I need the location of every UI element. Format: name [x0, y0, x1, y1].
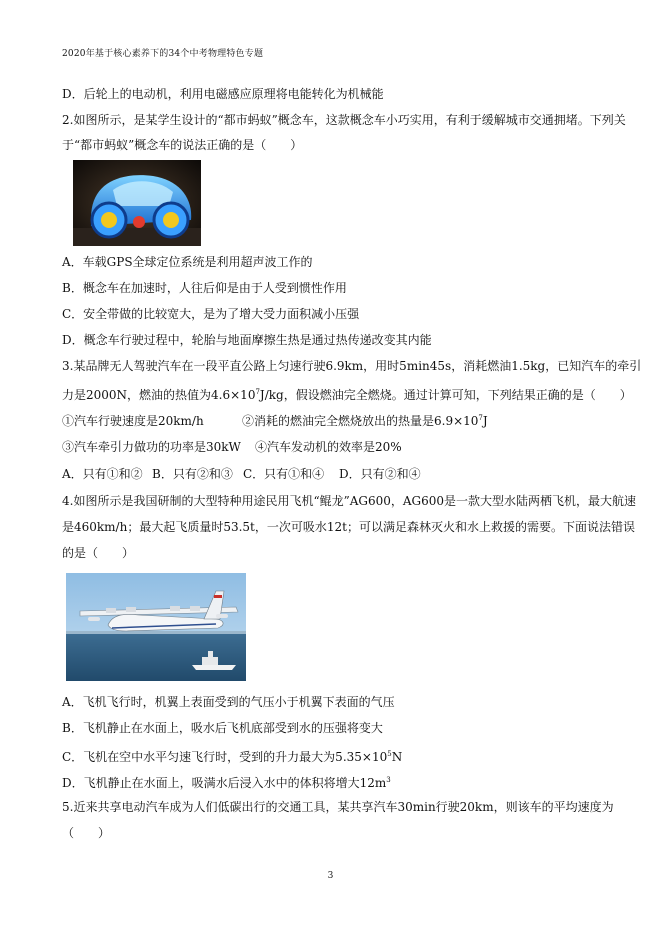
page-header: 2020年基于核心素养下的34个中考物理特色专题 [62, 49, 264, 59]
q2-option-b: B．概念车在加速时，人往后仰是由于人受到惯性作用 [62, 281, 347, 295]
q4-option-c [62, 746, 402, 765]
q4-option-c-text-b: N [391, 750, 403, 764]
q4-option-c-text-a: C．飞机在空中水平匀速飞行时，受到的升力最大为5.35×10 [62, 750, 388, 764]
concept-car-drawing [73, 160, 201, 246]
q3-option-c: C．只有①和④ [243, 467, 325, 481]
q2-option-d: D．概念车行驶过程中，轮胎与地面摩擦生热是通过热传递改变其内能 [62, 333, 432, 347]
q3-stem-line-2 [62, 384, 632, 403]
q3-statement-2-exponent: 7 [478, 414, 483, 422]
page-number: 3 [327, 871, 334, 881]
q1-option-d: D．后轮上的电动机，利用电磁感应原理将电能转化为机械能 [62, 87, 384, 101]
q3-stem-2-text-b: J/kg，假设燃油完全燃烧。通过计算可知，下列结果正确的是（ ） [259, 388, 632, 402]
q2-stem-line-2: 于“都市蚂蚁”概念车的说法正确的是（ ） [62, 138, 303, 152]
q5-stem-line-1: 5.近来共享电动汽车成为人们低碳出行的交通工具，某共享汽车30min行驶20km，则该车的平均速度为 [62, 800, 614, 814]
q3-option-a: A．只有①和② [62, 467, 143, 481]
q3-statement-2-text-b: J [482, 414, 488, 428]
q3-option-b: B．只有②和③ [152, 467, 233, 481]
q3-statement-2-text-a: ②消耗的燃油完全燃烧放出的热量是6.9×10 [242, 414, 479, 428]
q2-option-a: A．车载GPS全球定位系统是利用超声波工作的 [62, 255, 313, 269]
q3-stem-line-1: 3.某品牌无人驾驶汽车在一段平直公路上匀速行驶6.9km，用时5min45s，消耗燃油1.5kg，已知汽车的牵引 [62, 359, 642, 373]
q4-option-a: A．飞机飞行时，机翼上表面受到的气压小于机翼下表面的气压 [62, 695, 395, 709]
seaplane-image [66, 573, 246, 681]
q3-statement-4: ④汽车发动机的效率是20% [255, 440, 402, 454]
q3-statement-3: ③汽车牵引力做功的功率是30kW [62, 440, 241, 454]
q4-stem-line-2: 是460km/h；最大起飞质量时53.5t，一次可吸水12t；可以满足森林灭火和水上救援的需要。下面说法错误 [62, 520, 635, 534]
q4-stem-line-3: 的是（ ） [62, 546, 135, 560]
q4-option-d [62, 772, 391, 791]
q2-option-c: C．安全带做的比较宽大，是为了增大受力面积减小压强 [62, 307, 360, 321]
q4-option-b: B．飞机静止在水面上，吸水后飞机底部受到水的压强将变大 [62, 721, 383, 735]
concept-car-image [73, 160, 201, 246]
q4-option-d-text-a: D．飞机静止在水面上，吸满水后浸入水中的体积将增大12m [62, 776, 387, 790]
q4-option-d-exponent: 3 [386, 776, 391, 784]
q3-statement-2 [242, 412, 488, 429]
q2-stem-line-1: 2.如图所示，是某学生设计的“都市蚂蚁”概念车，这款概念车小巧实用，有利于缓解城市交通拥堵。下列关 [62, 113, 626, 127]
q3-stem-2-exponent: 7 [255, 388, 260, 396]
q4-option-c-exponent: 5 [387, 750, 392, 758]
q3-option-d: D．只有②和④ [339, 467, 421, 481]
q4-stem-line-1: 4.如图所示是我国研制的大型特种用途民用飞机“鲲龙”AG600，AG600是一款大型水陆两栖飞机，最大航速 [62, 494, 637, 508]
q5-stem-line-2: （ ） [62, 826, 111, 840]
q3-statement-1: ①汽车行驶速度是20km/h [62, 414, 204, 428]
q3-stem-2-text-a: 力是2000N，燃油的热值为4.6×10 [62, 388, 256, 402]
seaplane-drawing [66, 573, 246, 681]
